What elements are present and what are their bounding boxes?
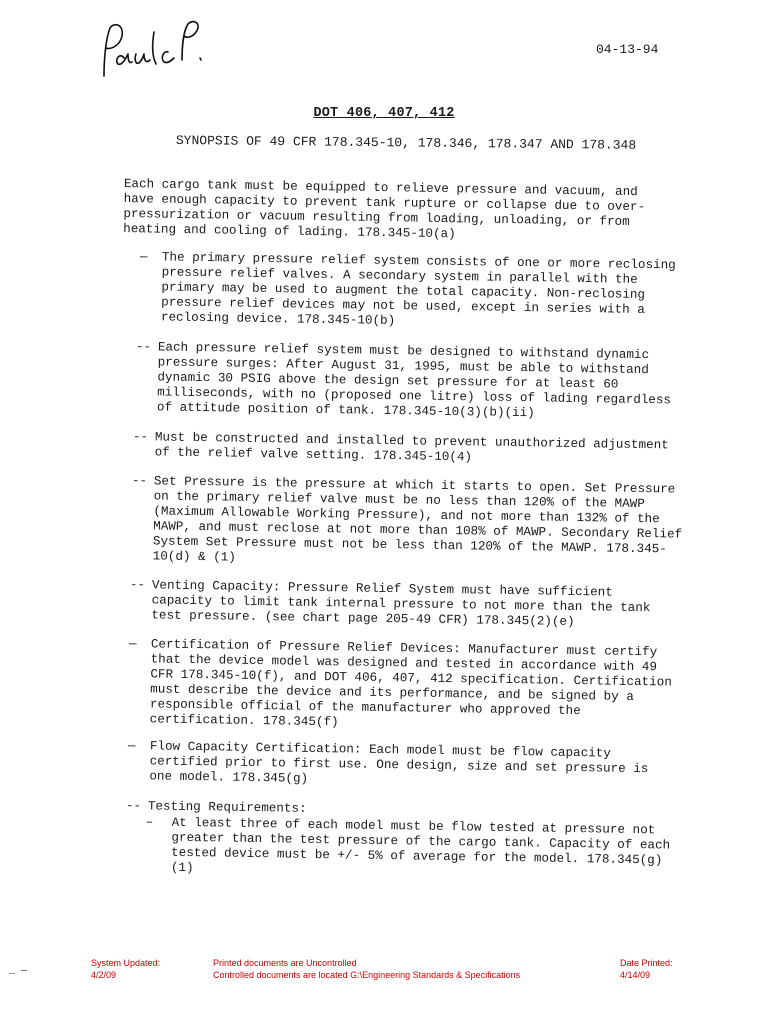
list-dash: -- (125, 799, 142, 814)
sub-list-item-text: At least three of each model must be flow tested at pressure not greater than the test pressure of the cargo tank. Capacity of each tested device must be +/- 5% of average for the model. 178.345(g)(1) (170, 815, 671, 876)
footer-printed-value: 4/14/09 (620, 970, 651, 980)
testing-requirements (125, 799, 686, 876)
testing-heading: Testing Requirements: (147, 799, 307, 816)
list-item (129, 578, 655, 631)
intro-text: Each cargo tank must be equipped to relieve pressure and vacuum, and have enough capacity to prevent tank rupture or collapse due to over-pressurization or vacuum resulting from loading, unloading, or from heating and cooling of lading. 178.345-10(a) (123, 177, 646, 242)
footer-updated-label: System Updated: (91, 958, 161, 968)
footer-system-updated (91, 957, 160, 981)
footer-printed-label: Date Printed: (620, 958, 673, 968)
list-dash: -- (129, 578, 146, 593)
edge-mark: _ — (9, 966, 28, 977)
list-dash: — (128, 637, 137, 652)
list-dash: -- (132, 430, 149, 445)
list-dash: — (127, 739, 136, 754)
document-subtitle: SYNOPSIS OF 49 CFR 178.345-10, 178.346, 178.347 AND 178.348 (175, 133, 637, 153)
document-date: 04-13-94 (596, 42, 659, 57)
list-item-text: Must be constructed and installed to prevent unauthorized adjustment of the relief valve setting. 178.345-10(4) (154, 430, 669, 465)
footer-notice-line-2: Controlled documents are located G:\Engineering Standards & Specifications (213, 970, 521, 980)
list-item (128, 637, 684, 736)
footer-date-printed (620, 957, 673, 981)
footer-control-notice (213, 957, 520, 981)
footer-updated-value: 4/2/09 (91, 970, 117, 980)
list-item (139, 250, 680, 333)
list-dash: -- (135, 340, 152, 355)
signature-mark (98, 14, 208, 84)
list-item (131, 474, 687, 573)
sub-list-dash: – (145, 815, 154, 830)
list-dash: -- (131, 474, 148, 489)
list-item (127, 739, 658, 792)
list-dash: — (139, 250, 148, 265)
sub-list-item (145, 815, 676, 883)
list-item-text: Flow Capacity Certification: Each model must be flow capacity certified prior to first use. One design, size and set pressure is one model. 178.345(g) (149, 739, 649, 786)
list-item-text: Venting Capacity: Pressure Relief System must have sufficient capacity to limit tank internal pressure to not more than the tank test pressure. (see chart page 205-49 CFR) 178.345(2)(e) (151, 578, 651, 629)
list-item (133, 430, 678, 469)
list-item (135, 340, 676, 423)
list-item-text: Each pressure relief system must be designed to withstand dynamic pressure surges: After August 31, 1995, must be able to withstand dynamic 30 PSIG above the design set pressure for at least 60 milliseconds, with no (proposed one litre) loss of lading regardless of attitude position of tank. 178.345-10(3)(b)(ii) (156, 340, 672, 421)
intro-paragraph (123, 177, 664, 245)
list-item-text: Certification of Pressure Relief Devices: Manufacturer must certify that the device model was designed and tested in accordance with 49 CFR 178.345-10(f), and DOT 406, 407, 412 specification. Certification must describe the device and its performance, and be signed by a responsible official of the manufacturer who approved the certification. 178.345(f) (149, 637, 672, 730)
footer-notice-line-1: Printed documents are Uncontrolled (213, 958, 357, 968)
document-title: DOT 406, 407, 412 (313, 106, 455, 121)
list-item-text: Set Pressure is the pressure at which it starts to open. Set Pressure on the primary relief valve must be no less than 120% of the MAWP (Maximum Allowable Working Pressure), and not more than 132% of the MAWP, and must reclose at not more than 108% of MAWP. Secondary Relief System Set Pressure must not be less than 120% of the MAWP. 178.345-10(d) & (1) (152, 474, 683, 565)
list-item-text: The primary pressure relief system consists of one or more reclosing pressure relief valves. A secondary system in parallel with the primary may be used to augment the total capacity. Non-reclosing pressure relief devices may not be used, except in series with a reclosing device. 178.345-10(b) (160, 250, 676, 329)
